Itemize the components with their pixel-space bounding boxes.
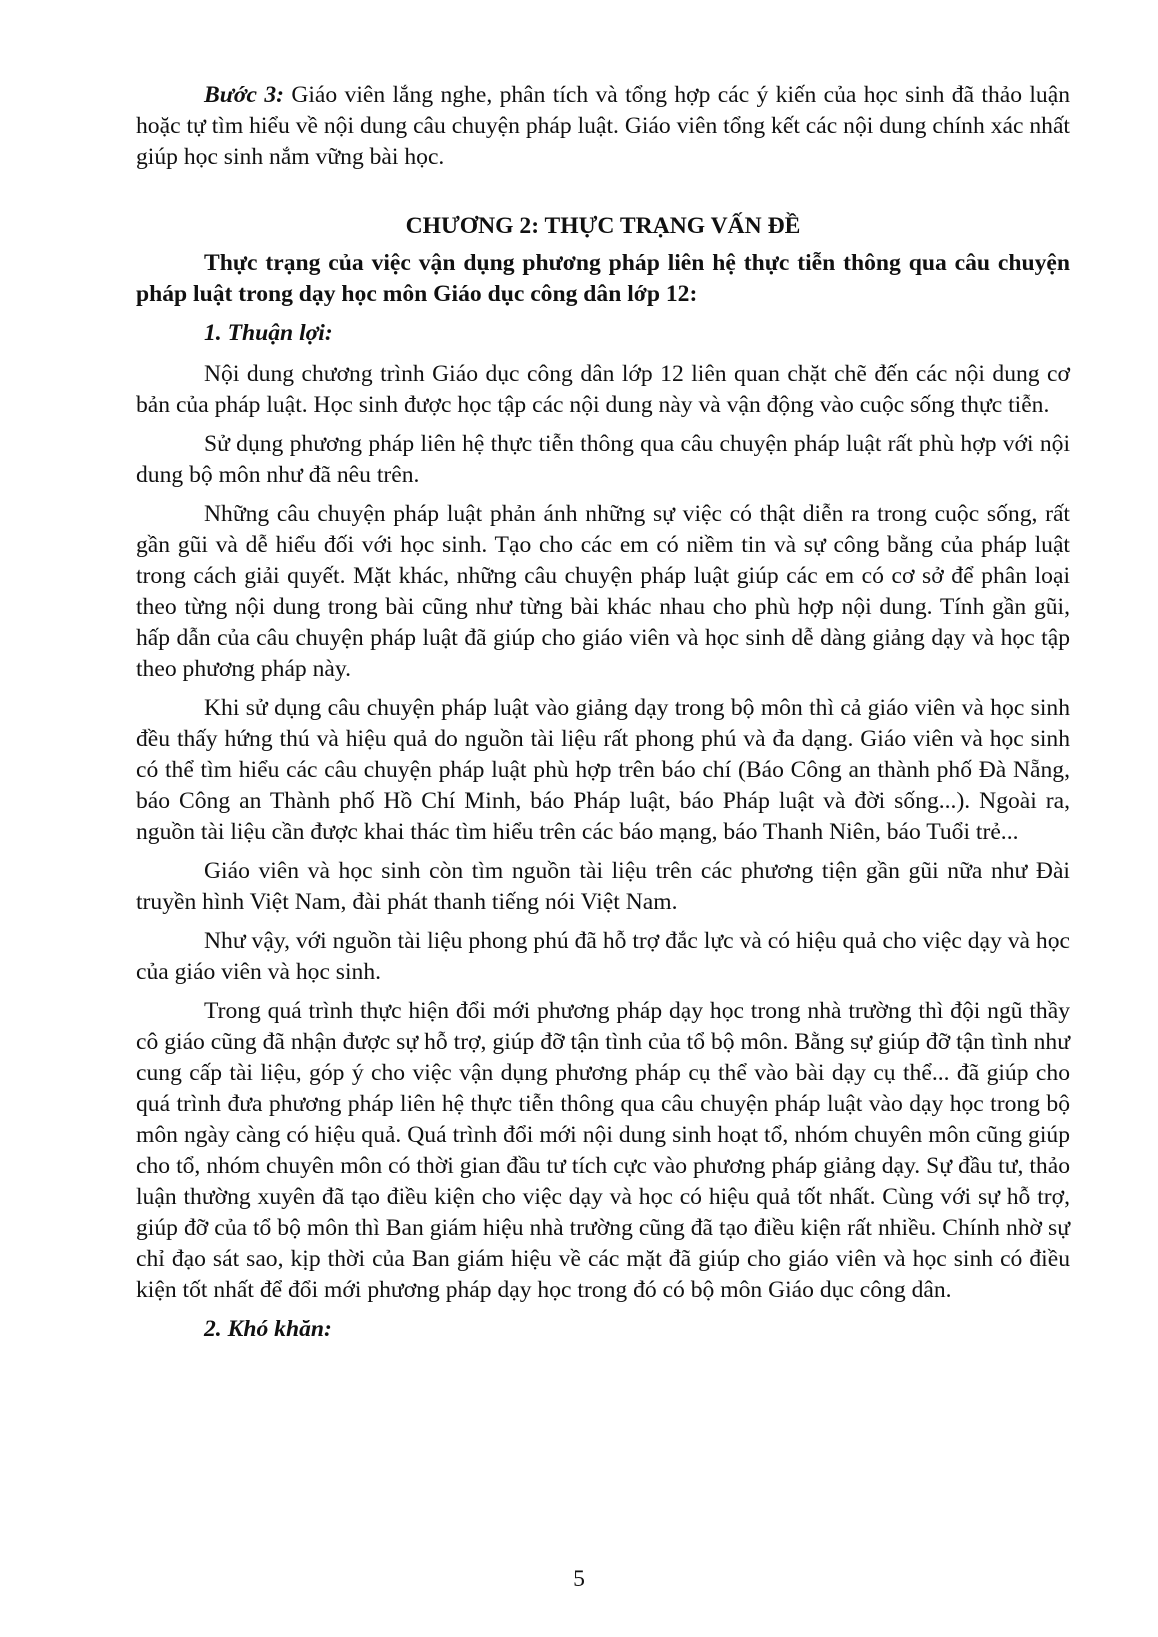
page-number: 5 xyxy=(573,1566,585,1592)
body-paragraph: Trong quá trình thực hiện đổi mới phương pháp dạy học trong nhà trường thì đội ngũ thầy cô giáo cũng đã nhận được sự hỗ trợ, giúp đỡ tận tình của tổ bộ môn. Bằng sự giúp đỡ tận tình như cung cấp tài liệu, góp ý cho việc vận dụng phương pháp cụ thể vào bài dạy cụ thể... đã giúp cho quá trình đưa phương pháp liên hệ thực tiễn thông qua câu chuyện pháp luật vào dạy học trong bộ môn ngày càng có hiệu quả. Quá trình đổi mới nội dung sinh hoạt tổ, nhóm chuyên môn cũng giúp cho tổ, nhóm chuyên môn có thời gian đầu tư tích cực vào phương pháp giảng dạy. Sự đầu tư, thảo luận thường xuyên đã tạo điều kiện cho việc dạy và học có hiệu quả tốt nhất. Cùng với sự hỗ trợ, giúp đỡ của tổ bộ môn thì Ban giám hiệu nhà trường cũng đã tạo điều kiện rất nhiều. Chính nhờ sự chỉ đạo sát sao, kịp thời của Ban giám hiệu về các mặt đã giúp cho giáo viên và học sinh có điều kiện tốt nhất để đổi mới phương pháp dạy học trong đó có bộ môn Giáo dục công dân. xyxy=(136,998,1070,1303)
intro-text: Giáo viên lắng nghe, phân tích và tổng hợp các ý kiến của học sinh đã thảo luận hoặc tự tìm hiểu về nội dung câu chuyện pháp luật. Giáo viên tổng kết các nội dung chính xác nhất giúp học sinh nắm vững bài học. xyxy=(136,82,1070,170)
chapter-subtitle: Thực trạng của việc vận dụng phương pháp liên hệ thực tiễn thông qua câu chuyện pháp luật trong dạy học môn Giáo dục công dân lớp 12: xyxy=(136,250,1070,307)
chapter-title: CHƯƠNG 2: THỰC TRẠNG VẤN ĐỀ xyxy=(405,213,801,239)
section-heading-advantages: 1. Thuận lợi: xyxy=(204,320,333,346)
page-content xyxy=(136,80,1070,1355)
body-paragraph: Khi sử dụng câu chuyện pháp luật vào giảng dạy trong bộ môn thì cả giáo viên và học sinh đều thấy hứng thú và hiệu quả do nguồn tài liệu rất phong phú và đa dạng. Giáo viên và học sinh có thể tìm hiểu các câu chuyện pháp luật phù hợp trên báo chí (Báo Công an thành phố Đà Nẵng, báo Công an Thành phố Hồ Chí Minh, báo Pháp luật, báo Pháp luật và đời sống...). Ngoài ra, nguồn tài liệu cần được khai thác tìm hiểu trên các báo mạng, báo Thanh Niên, báo Tuổi trẻ... xyxy=(136,695,1070,845)
body-paragraph: Nội dung chương trình Giáo dục công dân lớp 12 liên quan chặt chẽ đến các nội dung cơ bản của pháp luật. Học sinh được học tập các nội dung này và vận động vào cuộc sống thực tiễn. xyxy=(136,361,1070,418)
body-paragraph: Như vậy, với nguồn tài liệu phong phú đã hỗ trợ đắc lực và có hiệu quả cho việc dạy và học của giáo viên và học sinh. xyxy=(136,928,1070,985)
body-paragraph: Những câu chuyện pháp luật phản ánh những sự việc có thật diễn ra trong cuộc sống, rất gần gũi và dễ hiểu đối với học sinh. Tạo cho các em có niềm tin và sự công bằng của pháp luật trong cách giải quyết. Mặt khác, những câu chuyện pháp luật giúp các em có cơ sở để phân loại theo từng nội dung trong bài cũng như từng bài khác nhau cho phù hợp nội dung. Tính gần gũi, hấp dẫn của câu chuyện pháp luật đã giúp cho giáo viên và học sinh dễ dàng giảng dạy và học tập theo phương pháp này. xyxy=(136,501,1070,682)
body-paragraph: Giáo viên và học sinh còn tìm nguồn tài liệu trên các phương tiện gần gũi nữa như Đài truyền hình Việt Nam, đài phát thanh tiếng nói Việt Nam. xyxy=(136,858,1070,915)
step-label: Bước 3: xyxy=(204,82,284,108)
body-paragraph: Sử dụng phương pháp liên hệ thực tiễn thông qua câu chuyện pháp luật rất phù hợp với nội dung bộ môn như đã nêu trên. xyxy=(136,431,1070,488)
intro-paragraph xyxy=(136,80,1070,173)
section-heading-difficulties: 2. Khó khăn: xyxy=(204,1316,332,1342)
